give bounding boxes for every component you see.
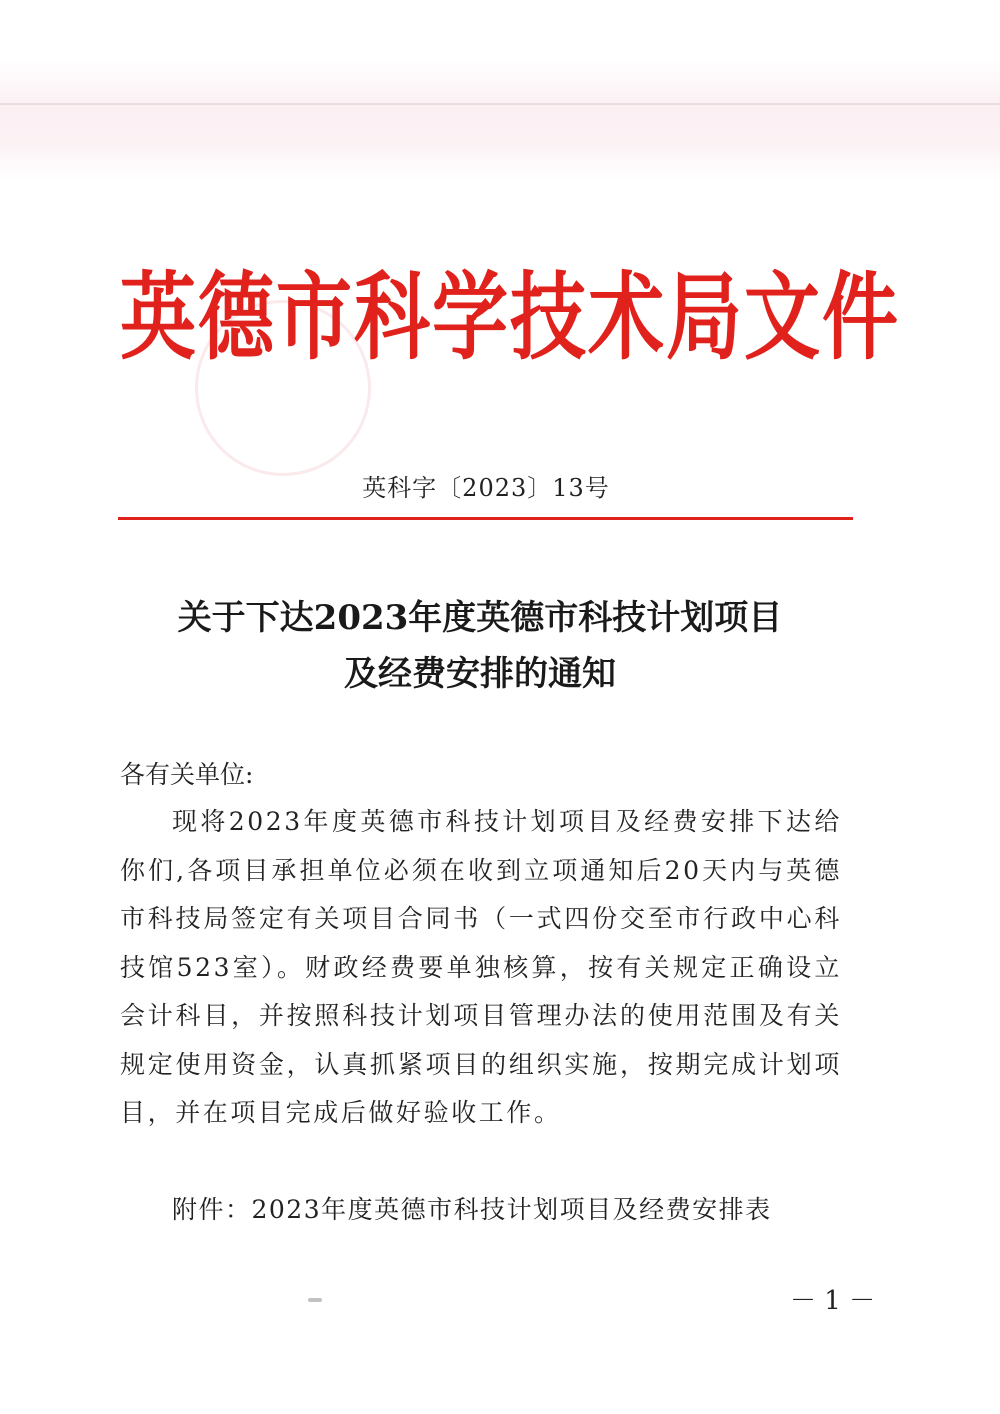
attachment-line: 附件：2023年度英德市科技计划项目及经费安排表 xyxy=(172,1195,772,1224)
red-divider-line xyxy=(118,517,853,520)
scan-artifact-band xyxy=(0,60,1000,180)
page-number: － 1 － xyxy=(790,1286,876,1316)
salutation: 各有关单位: xyxy=(120,760,254,789)
document-number: 英科字〔2023〕13号 xyxy=(362,474,610,502)
notice-title xyxy=(0,590,960,702)
notice-title-line-2: 及经费安排的通知 xyxy=(344,654,616,694)
scan-speck xyxy=(308,1298,322,1302)
document-header-title: 英德市科学技术局文件 xyxy=(120,261,900,373)
scan-artifact-line xyxy=(0,103,1000,105)
body-paragraph: 现将2023年度英德市科技计划项目及经费安排下达给你们,各项目承担单位必须在收到立项通知后20天内与英德市科技局签定有关项目合同书（一式四份交至市行政中心科技馆523室）。财政经费要单独核算，按有关规定正确设立会计科目，并按照科技计划项目管理办法的使用范围及有关规定使用资金，认真抓紧项目的组织实施，按期完成计划项目，并在项目完成后做好验收工作。 xyxy=(120,807,842,1127)
notice-title-line-1: 关于下达2023年度英德市科技计划项目 xyxy=(177,598,783,638)
